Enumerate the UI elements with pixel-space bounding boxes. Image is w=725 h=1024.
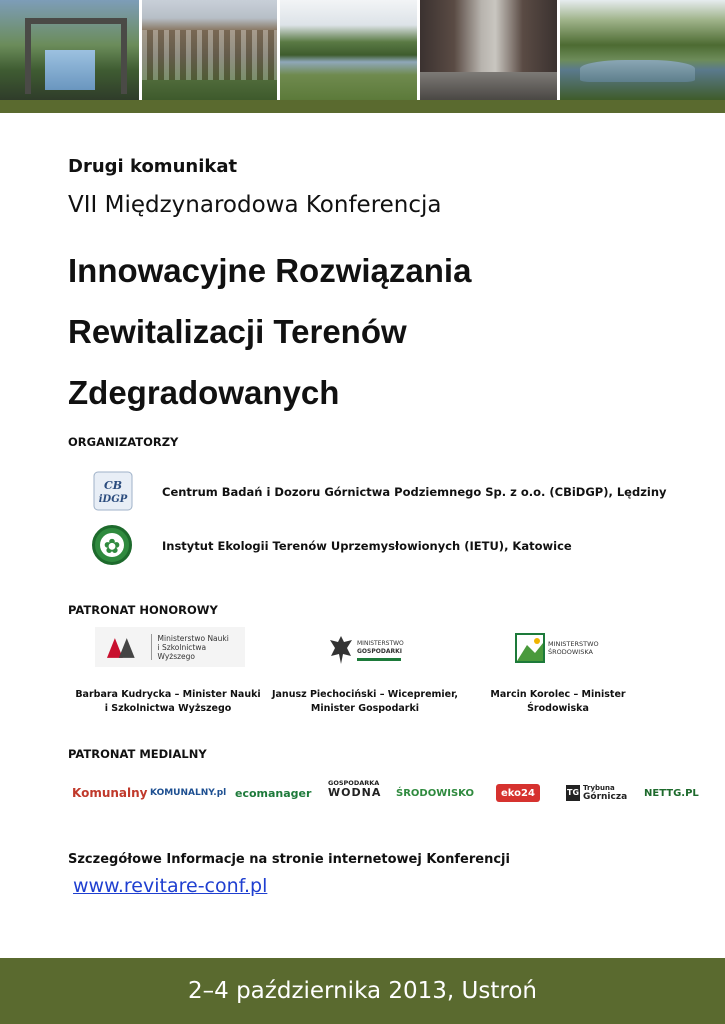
patron-science-minister xyxy=(73,688,263,716)
me-logo-text-1: MINISTERSTWO xyxy=(357,639,404,647)
ministry-environment-logo xyxy=(515,631,615,665)
media-logo-ecomanager: ecomanager xyxy=(235,786,312,800)
organizer-ietu-name: Instytut Ekologii Terenów Uprzemysłowionych (IETU), Katowice xyxy=(162,539,572,553)
patron-environment-line-2: Środowiska xyxy=(527,703,589,714)
tg-mark-icon: TG xyxy=(566,785,580,801)
svg-text:iDGP: iDGP xyxy=(98,494,128,505)
patron-science-line-1: Barbara Kudrycka – Minister Nauki xyxy=(75,689,261,700)
ms-logo-icon xyxy=(515,633,545,663)
info-text: Szczegółowe Informacje na stronie internetowej Konferencji xyxy=(68,852,510,867)
header-green-bar xyxy=(0,100,725,113)
ietu-logo xyxy=(92,525,132,565)
brick-street-photo xyxy=(420,0,557,100)
ms-logo-text-1: MINISTERSTWO xyxy=(548,640,599,648)
title-line-1: Innowacyjne Rozwiązania xyxy=(68,252,472,289)
patron-economy-minister xyxy=(270,688,460,716)
msw-logo-text-1: Ministerstwo Nauki xyxy=(157,633,229,643)
media-logo-eko24: eko24 xyxy=(496,784,540,802)
gw-main-text: WODNA xyxy=(328,786,382,799)
media-logo-przeglad-komunalny: Komunalny xyxy=(72,786,148,800)
organizers-heading: ORGANIZATORZY xyxy=(68,435,179,449)
footer-date-location: 2–4 października 2013, Ustroń xyxy=(188,978,537,1004)
river-landscape-photo xyxy=(560,0,725,100)
header-photo-strip xyxy=(0,0,725,100)
organizer-cbidgp-name: Centrum Badań i Dozoru Górnictwa Podziemnego Sp. z o.o. (CBiDGP), Lędziny xyxy=(162,485,667,499)
ms-logo-text-2: ŚRODOWISKA xyxy=(548,648,593,656)
title-line-3: Zdegradowanych xyxy=(68,374,340,411)
conference-url-link[interactable]: www.revitare-conf.pl xyxy=(73,875,268,897)
title-line-2: Rewitalizacji Terenów xyxy=(68,313,407,350)
gw-small-text: GOSPODARKA xyxy=(328,779,380,787)
patron-economy-line-1: Janusz Piechociński – Wicepremier, xyxy=(271,689,459,700)
reed-wetland-photo xyxy=(280,0,417,100)
patron-science-line-2: i Szkolnictwa Wyższego xyxy=(104,703,232,714)
me-logo-text-2: GOSPODARKI xyxy=(357,647,402,655)
patron-environment-line-1: Marcin Korolec – Minister xyxy=(490,689,626,700)
media-logo-portal-komunalny: KOMUNALNY.pl xyxy=(150,788,227,798)
industrial-sluice-photo xyxy=(0,0,139,100)
communication-subtitle: Drugi komunikat xyxy=(68,156,238,177)
conference-edition: VII Międzynarodowa Konferencja xyxy=(68,192,442,218)
town-aerial-photo xyxy=(142,0,277,100)
ministry-science-logo xyxy=(95,627,245,667)
media-logo-gospodarka-wodna xyxy=(328,779,381,805)
eagle-emblem-icon xyxy=(328,634,354,666)
tg-main-text: Górnicza xyxy=(583,792,628,802)
honorary-heading: PATRONAT HONOROWY xyxy=(68,603,218,617)
msw-logo-icon xyxy=(105,634,145,660)
media-logo-nettg: NETTG.PL xyxy=(644,787,699,799)
media-heading: PATRONAT MEDIALNY xyxy=(68,747,207,761)
patron-environment-minister xyxy=(463,688,653,716)
tg-small-text: Trybuna xyxy=(583,784,615,792)
patron-economy-line-2: Minister Gospodarki xyxy=(310,703,420,714)
cbidgp-logo xyxy=(92,470,134,512)
page-title xyxy=(68,240,668,423)
media-logo-srodowisko: ŚRODOWISKO xyxy=(396,787,474,799)
msw-logo-text-2: i Szkolnictwa Wyższego xyxy=(157,642,207,661)
svg-text:CB: CB xyxy=(103,479,123,492)
ministry-economy-logo xyxy=(328,633,408,667)
media-logo-trybuna-gornicza xyxy=(566,781,627,805)
